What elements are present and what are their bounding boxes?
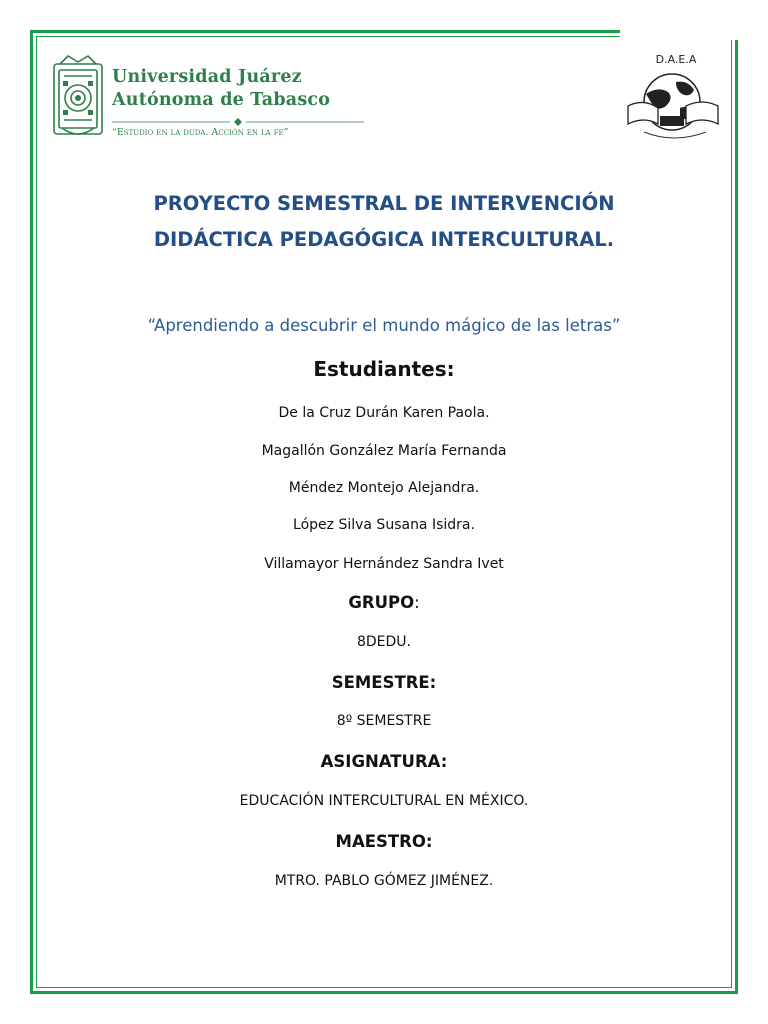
group-heading bbox=[60, 593, 708, 612]
subject-value: EDUCACIÓN INTERCULTURAL EN MÉXICO. bbox=[239, 793, 529, 809]
university-seal-icon bbox=[50, 54, 106, 140]
student-name: Méndez Montejo Alejandra. bbox=[288, 480, 480, 496]
student-name: Villamayor Hernández Sandra Ivet bbox=[264, 556, 504, 572]
project-title-line1: PROYECTO SEMESTRAL DE INTERVENCIÓN bbox=[153, 192, 615, 215]
semester-value: 8º SEMESTRE bbox=[336, 713, 432, 729]
student-name: Magallón González María Fernanda bbox=[261, 443, 507, 459]
students-heading: Estudiantes: bbox=[313, 357, 455, 381]
student-name: De la Cruz Durán Karen Paola. bbox=[278, 405, 490, 421]
student-name: López Silva Susana Isidra. bbox=[293, 517, 475, 533]
daea-label: D.A.E.A bbox=[655, 53, 697, 66]
project-title-line2: DIDÁCTICA PEDAGÓGICA INTERCULTURAL. bbox=[153, 228, 615, 251]
university-logo bbox=[50, 54, 350, 144]
group-heading-colon: : bbox=[414, 593, 420, 612]
group-heading-label: GRUPO bbox=[348, 593, 415, 612]
university-divider-icon bbox=[112, 118, 364, 126]
project-subtitle: “Aprendiendo a descubrir el mundo mágico de las letras” bbox=[147, 316, 621, 335]
university-name-line1: Universidad Juárez bbox=[112, 67, 302, 87]
teacher-value: MTRO. PABLO GÓMEZ JIMÉNEZ. bbox=[274, 873, 494, 889]
daea-globe-book-icon bbox=[624, 46, 724, 146]
daea-logo bbox=[624, 46, 724, 146]
teacher-heading: MAESTRO: bbox=[335, 832, 433, 851]
university-name bbox=[112, 66, 330, 112]
subject-heading: ASIGNATURA: bbox=[320, 752, 448, 771]
project-title bbox=[60, 186, 708, 258]
university-name-line2: Autónoma de Tabasco bbox=[112, 90, 331, 110]
university-motto: “Estudio en la duda. Acción en la fe” bbox=[112, 127, 289, 138]
semester-heading: SEMESTRE: bbox=[331, 673, 437, 692]
group-value: 8DEDU. bbox=[356, 634, 411, 650]
page-border-gap bbox=[620, 26, 738, 40]
